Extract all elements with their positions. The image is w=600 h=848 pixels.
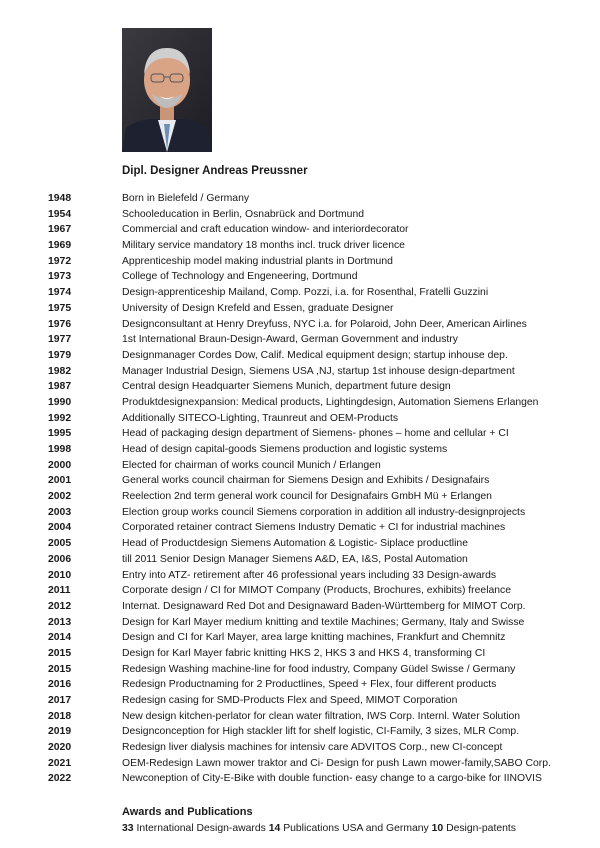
awards-summary <box>122 823 516 834</box>
cv-entry-year: 1992 <box>48 412 72 424</box>
portrait-illustration <box>122 28 212 152</box>
cv-entry-text: Election group works council Siemens corporation in addition all industry-designprojects <box>122 506 526 518</box>
cv-entry-year: 1976 <box>48 318 72 330</box>
awards-count: 33 <box>122 823 134 834</box>
cv-entry-year: 2013 <box>48 616 72 628</box>
cv-entry-year: 2012 <box>48 600 72 612</box>
cv-entry <box>48 536 588 552</box>
cv-entry <box>48 191 588 207</box>
cv-entry <box>48 662 588 678</box>
cv-entry <box>48 269 588 285</box>
cv-entry-year: 1979 <box>48 349 72 361</box>
cv-entry-year: 1998 <box>48 444 72 455</box>
awards-label: International Design-awards <box>136 823 266 834</box>
cv-entry-text: University of Design Krefeld and Essen, graduate Designer <box>122 302 394 314</box>
cv-entry-year: 2021 <box>48 757 72 769</box>
cv-entry-year: 1954 <box>48 208 72 220</box>
cv-entry-year: 1977 <box>48 334 72 346</box>
cv-entry-text: Designconsultant at Henry Dreyfuss, NYC i.a. for Polaroid, John Deer, American Airlines <box>122 318 527 330</box>
cv-entry-text: Commercial and craft education window- and interiordecorator <box>122 224 409 236</box>
cv-entry-year: 2010 <box>48 569 72 581</box>
cv-entry-text: Designconception for High stackler lift for shelf logistic, CI-Family, 3 sizes, MLR Comp. <box>122 726 520 738</box>
cv-entry-text: Central design Headquarter Siemens Munich, department future design <box>122 381 451 393</box>
cv-entry <box>48 724 588 740</box>
cv-entry <box>48 332 588 348</box>
cv-entry-text: OEM-Redesign Lawn mower traktor and Ci- Design for push Lawn mower-family,SABO Corp. <box>122 757 551 769</box>
cv-entry-year: 2003 <box>48 506 72 518</box>
cv-entry <box>48 615 588 631</box>
cv-entry-year: 2001 <box>48 475 72 487</box>
cv-entry <box>48 489 588 505</box>
cv-entry-year: 2019 <box>48 726 72 738</box>
cv-entry-year: 1973 <box>48 271 72 283</box>
cv-entry <box>48 646 588 662</box>
cv-entry-text: Additionally SITECO-Lighting, Traunreut and OEM-Products <box>122 412 399 424</box>
cv-entry-text: Redesign Washing machine-line for food industry, Company Güdel Swisse / Germany <box>122 663 516 675</box>
cv-entry <box>48 599 588 615</box>
cv-entry-year: 2006 <box>48 553 72 565</box>
cv-entry <box>48 552 588 568</box>
cv-entry <box>48 630 588 646</box>
publications-label: Publications USA and Germany <box>283 823 429 834</box>
cv-entry-text: Military service mandatory 18 months incl. truck driver licence <box>122 240 405 252</box>
cv-entry-year: 1969 <box>48 240 72 252</box>
cv-entry <box>48 364 588 380</box>
cv-entry <box>48 222 588 238</box>
cv-entry <box>48 411 588 427</box>
cv-entry <box>48 379 588 395</box>
cv-entry <box>48 740 588 756</box>
cv-entry-year: 1995 <box>48 428 72 440</box>
cv-entry-text: Redesign Productnaming for 2 Productlines, Speed + Flex, four different products <box>122 679 497 691</box>
cv-entry <box>48 301 588 317</box>
cv-entry-year: 1972 <box>48 255 72 267</box>
cv-entry-text: Elected for chairman of works council Munich / Erlangen <box>122 459 381 471</box>
awards-heading: Awards and Publications <box>122 806 253 818</box>
cv-entry <box>48 254 588 270</box>
cv-entry-text: Redesign casing for SMD-Products Flex and Speed, MIMOT Corporation <box>122 695 458 706</box>
cv-entry-text: Design for Karl Mayer medium knitting and textile Machines; Germany, Italy and Swisse <box>122 616 525 628</box>
cv-entry-year: 2005 <box>48 538 72 550</box>
cv-entry <box>48 442 588 458</box>
cv-entry <box>48 238 588 254</box>
cv-entry-year: 1975 <box>48 302 72 314</box>
cv-entry-text: Apprenticeship model making industrial plants in Dortmund <box>122 255 393 267</box>
cv-entry-text: General works council chairman for Siemens Design and Exhibits / Designafairs <box>122 475 490 487</box>
portrait-photo <box>122 28 212 152</box>
patents-count: 10 <box>431 823 444 834</box>
cv-entry <box>48 568 588 584</box>
cv-entry-year: 2020 <box>48 742 72 754</box>
cv-entry <box>48 395 588 411</box>
cv-entry-year: 2017 <box>48 695 72 706</box>
cv-entry <box>48 693 588 709</box>
cv-entry-year: 1982 <box>48 365 72 377</box>
cv-entry-text: Redesign liver dialysis machines for intensiv care ADVITOS Corp., new CI-concept <box>122 742 503 754</box>
person-name: Dipl. Designer Andreas Preussner <box>122 165 308 177</box>
cv-entry <box>48 709 588 725</box>
cv-entry-text: 1st International Braun-Design-Award, German Government and industry <box>122 334 458 346</box>
cv-entry-text: Produktdesignexpansion: Medical products, Lightingdesign, Automation Siemens Erlangen <box>122 396 539 408</box>
cv-entry <box>48 285 588 301</box>
cv-entry <box>48 756 588 772</box>
cv-entry-text: Entry into ATZ- retirement after 46 professional years including 33 Design-awards <box>122 569 497 581</box>
cv-entry-text: Head of packaging design department of Siemens- phones – home and cellular + CI <box>122 428 509 440</box>
cv-entry-text: Reelection 2nd term general work council for Designafairs GmbH Mü + Erlangen <box>122 491 492 503</box>
cv-entry-year: 2015 <box>48 647 72 659</box>
cv-entry-text: Designmanager Cordes Dow, Calif. Medical equipment design; startup inhouse dep. <box>122 349 508 361</box>
cv-entry-year: 2022 <box>48 773 72 785</box>
cv-entry-year: 2002 <box>48 491 72 503</box>
cv-entry <box>48 207 588 223</box>
cv-entry-text: till 2011 Senior Design Manager Siemens A&D, EA, I&S, Postal Automation <box>122 553 468 565</box>
cv-timeline <box>48 191 588 787</box>
cv-entry-year: 1974 <box>48 287 72 299</box>
cv-entry-text: New design kitchen-perlator for clean water filtration, IWS Corp. Internl. Water Solution <box>122 710 521 722</box>
cv-entry-year: 1987 <box>48 381 72 393</box>
cv-entry <box>48 348 588 364</box>
cv-entry-text: Design-apprenticeship Mailand, Comp. Pozzi, i.a. for Rosenthal, Fratelli Guzzini <box>122 287 489 299</box>
cv-entry <box>48 505 588 521</box>
cv-entry-text: Head of Productdesign Siemens Automation & Logistic- Siplace productline <box>122 538 468 550</box>
cv-entry-year: 1990 <box>48 396 72 408</box>
cv-entry-year: 1948 <box>48 193 72 204</box>
cv-entry-year: 2000 <box>48 459 72 471</box>
cv-entry-text: Design and CI for Karl Mayer, area large knitting machines, Frankfurt and Chemnitz <box>122 632 506 644</box>
cv-entry-text: Corporate design / CI for MIMOT Company (Products, Brochures, exhibits) freelance <box>122 585 512 597</box>
cv-entry <box>48 771 588 787</box>
cv-entry <box>48 677 588 693</box>
cv-entry-text: Schooleducation in Berlin, Osnabrück and Dortmund <box>122 208 365 220</box>
cv-entry-text: Design for Karl Mayer fabric knitting HKS 2, HKS 3 and HKS 4, transforming CI <box>122 647 486 659</box>
cv-entry-year: 2015 <box>48 663 72 675</box>
cv-entry-year: 2018 <box>48 710 72 722</box>
cv-entry-year: 2014 <box>48 632 72 644</box>
cv-entry-text: College of Technology and Engeneering, Dortmund <box>122 271 358 283</box>
cv-entry-text: Newconeption of City-E-Bike with double function- easy change to a cargo-bike for IINOVIS <box>122 773 542 785</box>
cv-entry <box>48 473 588 489</box>
cv-entry-year: 2004 <box>48 522 72 534</box>
cv-entry-year: 2016 <box>48 679 72 691</box>
publications-count: 14 <box>268 823 281 834</box>
cv-entry <box>48 583 588 599</box>
patents-label: Design-patents <box>446 823 516 834</box>
cv-entry-year: 2011 <box>48 585 71 597</box>
cv-entry-text: Manager Industrial Design, Siemens USA ,NJ, startup 1st inhouse design-department <box>122 365 515 377</box>
cv-entry-text: Head of design capital-goods Siemens production and logistic systems <box>122 444 448 455</box>
cv-entry-text: Born in Bielefeld / Germany <box>122 193 250 204</box>
cv-entry-text: Corporated retainer contract Siemens Industry Dematic + CI for industrial machines <box>122 522 506 534</box>
cv-entry-year: 1967 <box>48 224 72 236</box>
cv-entry <box>48 458 588 474</box>
cv-entry <box>48 317 588 333</box>
cv-entry <box>48 520 588 536</box>
cv-entry-text: Internat. Designaward Red Dot and Designaward Baden-Württemberg for MIMOT Corp. <box>122 600 526 612</box>
cv-entry <box>48 426 588 442</box>
